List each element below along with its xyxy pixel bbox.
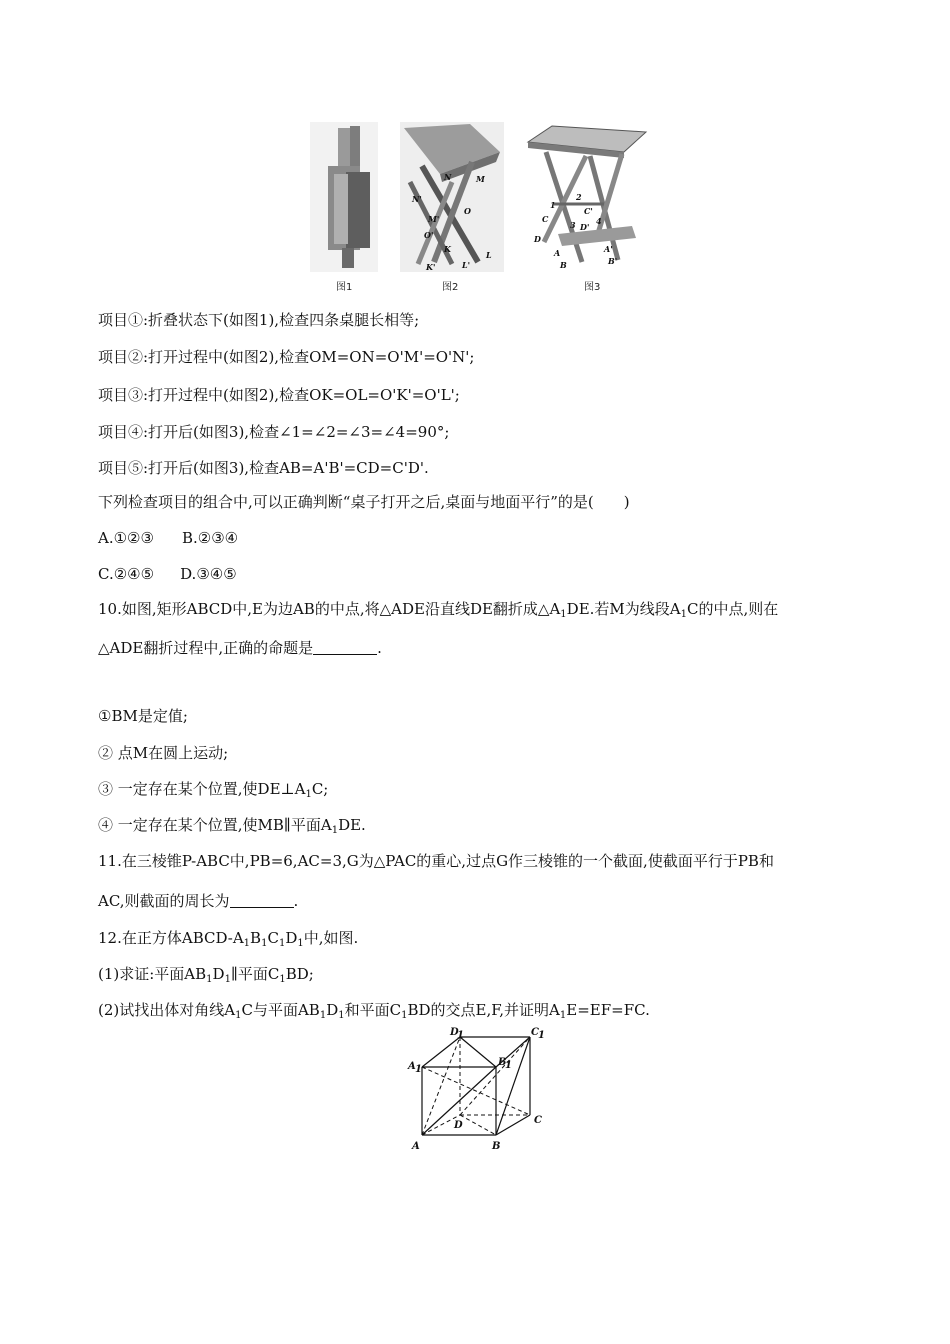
- q10-s4-end: DE.: [338, 816, 366, 834]
- q10-text-c: C的中点,则在: [686, 600, 779, 618]
- fig3-label-3: 3: [570, 220, 576, 230]
- figure-2-caption: 图2: [442, 282, 459, 293]
- subscript: 1: [206, 974, 213, 985]
- q12-p2-e: BD的交点E,F,并证明A: [407, 1001, 560, 1019]
- q12-p1-b: D: [212, 965, 225, 983]
- fig3-label-1: 1: [550, 200, 556, 210]
- q12-p1-c: ∥平面C: [230, 965, 280, 983]
- fig3-label-A-prime: A': [604, 244, 613, 254]
- q10-statement-3: [98, 779, 328, 805]
- fig2-label-L-prime: L': [462, 260, 471, 270]
- subscript: 1: [338, 1010, 345, 1021]
- fig3-label-4: 4: [596, 216, 602, 226]
- q9-option-d: D.③④⑤: [180, 565, 237, 583]
- item-2: 项目②:打开过程中(如图2),检查OM=ON=O'M'=O'N';: [98, 348, 475, 366]
- q12-p2-f: E=EF=FC.: [566, 1001, 650, 1019]
- cube-label-A1-sub: 1: [415, 1064, 422, 1075]
- q12-p1-d: BD;: [285, 965, 314, 983]
- q12-part-2: [98, 1000, 650, 1026]
- subscript: 1: [560, 609, 567, 620]
- subscript: 1: [401, 1010, 408, 1021]
- figure-3-open-table: [524, 122, 650, 293]
- q12-text-c: C: [267, 929, 279, 947]
- q9-option-c: C.②④⑤: [98, 565, 155, 583]
- q12-line-1: [98, 928, 358, 954]
- subscript: 1: [278, 938, 286, 949]
- q12-p2-b: C与平面AB: [241, 1001, 320, 1019]
- figure-1-caption: 图1: [336, 282, 353, 293]
- q12-p2-c: D: [326, 1001, 339, 1019]
- fig3-label-2: 2: [576, 192, 582, 202]
- fig2-label-K-prime: K': [426, 262, 436, 272]
- fig3-label-B: B: [560, 260, 567, 270]
- figure-2-opening-table: [400, 122, 504, 293]
- cube-label-D1: D: [450, 1027, 459, 1038]
- q10-s3-end: C;: [311, 780, 329, 798]
- q10-statement-1: ①BM是定值;: [98, 707, 188, 725]
- cube-label-A1: A: [408, 1061, 416, 1072]
- fig3-label-A: A: [554, 248, 561, 258]
- subscript: 1: [680, 609, 687, 620]
- item-1: 项目①:折叠状态下(如图1),检查四条桌腿长相等;: [98, 311, 420, 329]
- table-figures: [310, 122, 650, 294]
- q9-option-a: A.①②③: [98, 529, 154, 547]
- cube-label-A: A: [412, 1141, 420, 1152]
- q10-statement-4: [98, 815, 366, 841]
- subscript: 1: [305, 789, 312, 800]
- subscript: 1: [559, 1010, 567, 1021]
- subscript: 1: [331, 825, 339, 836]
- subscript: 1: [243, 938, 251, 949]
- fig2-label-K: K: [444, 244, 451, 254]
- item-4: 项目④:打开后(如图3),检查∠1=∠2=∠3=∠4=90°;: [98, 423, 450, 441]
- q10-prompt: △ADE翻折过程中,正确的命题是: [98, 639, 314, 657]
- fig3-label-C: C: [542, 214, 549, 224]
- q12-text-b: B: [250, 929, 262, 947]
- fig2-label-M-prime: M': [428, 214, 440, 224]
- q9-option-b: B.②③④: [181, 529, 239, 547]
- fig2-label-M: M: [476, 174, 485, 184]
- q12-text-e: 中,如图.: [303, 929, 359, 947]
- q10-text-a: 10.如图,矩形ABCD中,E为边AB的中点,将△ADE沿直线DE翻折成△A: [98, 600, 561, 618]
- fig2-label-L: L: [486, 250, 492, 260]
- item-5: 项目⑤:打开后(如图3),检查AB=A'B'=CD=C'D'.: [98, 459, 429, 477]
- q11-prompt: AC,则截面的周长为: [98, 892, 230, 910]
- q10-s3-text: ③ 一定存在某个位置,使DE⊥A: [98, 780, 306, 798]
- fig2-label-O-prime: O': [424, 230, 434, 240]
- q12-part-1: [98, 964, 314, 990]
- cube-label-D1-sub: 1: [457, 1030, 464, 1041]
- subscript: 1: [297, 938, 304, 949]
- cube-label-C: C: [534, 1115, 542, 1126]
- subscript: 1: [235, 1010, 242, 1021]
- cube-label-B: B: [492, 1141, 501, 1152]
- q12-p2-d: 和平面C: [344, 1001, 402, 1019]
- q10-text-b: DE.若M为线段A: [566, 600, 681, 618]
- figure-3-caption: 图3: [584, 282, 601, 293]
- fig3-label-B-prime: B': [608, 256, 618, 266]
- subscript: 1: [261, 938, 268, 949]
- fig3-label-D: D: [534, 234, 541, 244]
- q12-p1-a: (1)求证:平面AB: [98, 965, 207, 983]
- subscript: 1: [279, 974, 286, 985]
- fig3-label-D-prime: D': [580, 222, 590, 232]
- q10-period: .: [377, 639, 382, 657]
- subscript: 1: [224, 974, 231, 985]
- cube-label-C1: C: [531, 1027, 539, 1038]
- figure-1-folded-table: [310, 122, 378, 293]
- q10-line-1: [98, 599, 778, 625]
- q9-options-row-1: [98, 528, 238, 548]
- q9-stem: 下列检查项目的组合中,可以正确判断“桌子打开之后,桌面与地面平行”的是( ): [98, 493, 630, 511]
- cube-label-B1: B: [498, 1057, 507, 1068]
- q11-line-2: [98, 891, 298, 911]
- subscript: 1: [319, 1010, 327, 1021]
- q10-answer-blank[interactable]: [313, 640, 377, 655]
- q10-s4-text: ④ 一定存在某个位置,使MB∥平面A: [98, 816, 332, 834]
- fig2-label-O: O: [464, 206, 471, 216]
- q11-line-1: 11.在三棱锥P-ABC中,PB=6,AC=3,G为△PAC的重心,过点G作三棱锥的一个截面,使截面平行于PB和: [98, 852, 774, 870]
- cube-label-C1-sub: 1: [538, 1030, 545, 1041]
- q10-line-2: [98, 638, 382, 658]
- fig2-label-N-prime: N': [412, 194, 422, 204]
- q10-statement-2: ② 点M在圆上运动;: [98, 744, 229, 762]
- q12-text-d: D: [285, 929, 298, 947]
- fig3-label-C-prime: C': [584, 206, 593, 216]
- item-3: 项目③:打开过程中(如图2),检查OK=OL=O'K'=O'L';: [98, 386, 460, 404]
- q12-text-a: 12.在正方体ABCD-A: [98, 929, 244, 947]
- cube-label-B1-sub: 1: [505, 1060, 512, 1071]
- q9-options-row-2: [98, 564, 237, 584]
- cube-diagram: [400, 1025, 550, 1159]
- fig2-label-N: N: [444, 172, 452, 182]
- q11-period: .: [293, 892, 299, 910]
- q12-p2-a: (2)试找出体对角线A: [98, 1001, 236, 1019]
- q11-answer-blank[interactable]: [230, 893, 294, 908]
- cube-label-D: D: [454, 1120, 463, 1131]
